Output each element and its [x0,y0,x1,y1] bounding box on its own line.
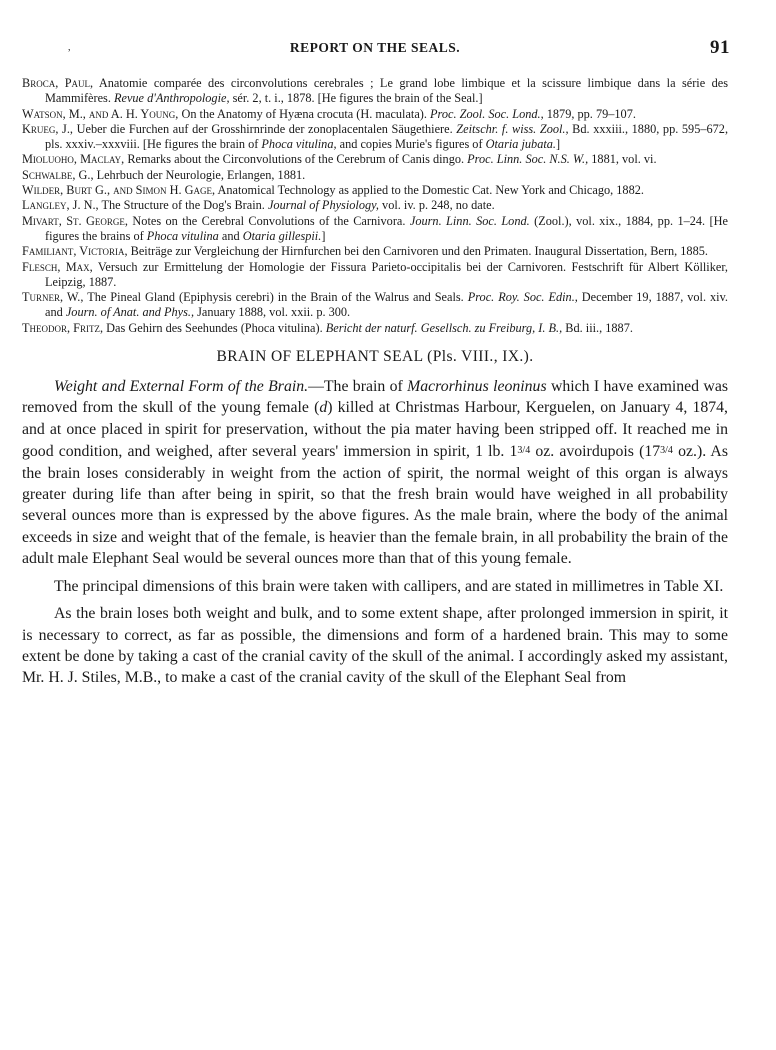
italic-text: Proc. Roy. Soc. Edin., [467,290,578,305]
reference-author: Watson, M., and A. H. Young, [22,106,179,121]
text-run: Beiträge zur Vergleichung der Hirnfurchen bei den Carnivoren und den Primaten. Inaugural Dissertation, Bern, 1885. [127,244,708,259]
italic-text: Proc. Zool. Soc. Lond., [430,106,544,121]
reference-author: Wilder, Burt G., and Simon H. Gage, [22,183,216,198]
reference-author: Krueg, J., [22,121,73,136]
reference-entry [22,122,728,153]
text-run: Ueber die Furchen auf der Grosshirnrinde der zonoplacentalen Säugethiere. [73,121,457,136]
italic-text: Macrorhinus leoninus [407,378,547,396]
reference-entry [22,214,728,245]
text-run: ) killed at Christmas Harbour, Kerguelen, on January 4, 1874, and at once placed in spirit for preservation, without the pia mater having been stripped off. It reached me in good condition, and weighed, after several years' immersion in spirit, 1 lb. 1 [22,399,728,461]
italic-text: d [319,399,328,417]
page-number: 91 [710,37,730,58]
italic-text: Revue d'Anthropologie, [113,91,230,106]
text-run: January 1888, vol. xxii. p. 300. [194,305,351,320]
text-run: Lehrbuch der Neurologie, Erlangen, 1881. [93,167,306,182]
italic-text: Proc. Linn. Soc. N.S. W., [467,152,589,167]
reference-entry [22,290,728,321]
section-title: BRAIN OF ELEPHANT SEAL (Pls. VIII., IX.). [216,348,534,366]
text-run: December 19, 1887, vol. xiv. and [45,290,728,320]
reference-entry [22,321,728,336]
reference-author: Flesch, Max, [22,259,93,274]
reference-author: Theodor, Fritz, [22,320,104,335]
italic-text: Otaria gillespii. [242,228,322,243]
text-run: ] [321,228,326,243]
text-run: Remarks about the Circonvolutions of the Cerebrum of Canis dingo. [124,152,468,167]
text-run: vol. iv. p. 248, no date. [378,198,495,213]
text-run: Bd. iii., 1887. [562,320,633,335]
reference-list [22,76,728,336]
italic-text: Journ. Linn. Soc. Lond. [409,213,530,228]
running-header [22,38,728,62]
text-run: oz.). As the brain loses considerably in weight from the action of spirit, the normal weight of this organ is always greater during life than after being in spirit, so that the fresh brain would have weighed in all probability several ounces more than is expressed by the above figures. As the male brain, where the body of the animal exceeds in size and weight that of the female, is heavier than the female brain, in all probability the brain of the adult male Elephant Seal would be several ounces more than that of this young female. [22,443,728,568]
italic-text: Phoca vitulina, [261,137,337,152]
running-title: REPORT ON THE SEALS. [289,40,461,55]
italic-text: Phoca vitulina [146,228,219,243]
text-run: 1879, pp. 79–107. [543,106,636,121]
reference-entry [22,260,728,291]
reference-author: Broca, Paul, [22,76,94,90]
text-run: Bd. xxxiii., 1880, pp. 595–672, pls. xxxiv.–xxxviii. [He figures the brain of [45,121,729,152]
paragraph [22,603,728,689]
reference-entry [22,107,728,122]
text-run: As the brain loses both weight and bulk, and to some extent shape, after prolonged immersion in spirit, it is necessary to correct, as far as possible, the dimensions and form of a hardened brain. This may to some extent be done by taking a cast of the cranial cavity of the skull of the animal. I accordingly asked my assistant, Mr. H. J. Stiles, M.B., to make a cast of the cranial cavity of the skull of the Elephant Seal from [22,605,728,687]
header-mark: , [68,42,71,53]
text-run: and [218,228,243,243]
text-run: sér. 2, t. i., 1878. [He figures the brain of the Seal.] [229,91,483,106]
italic-text: Journal of Physiology, [267,198,379,213]
text-run: Das Gehirn des Seehundes (Phoca vitulina). [103,320,326,335]
text-run: Notes on the Cerebral Convolutions of the Carnivora. [128,213,410,228]
italic-text: Bericht der naturf. Gesellsch. zu Freiburg, I. B., [325,320,563,335]
italic-text: Zeitschr. f. wiss. Zool., [456,121,569,136]
reference-author: Langley, J. N., [22,198,99,213]
text-run: Anatomical Technology as applied to the Domestic Cat. New York and Chicago, 1882. [215,183,644,198]
text-run: which I have examined was removed from the skull of the young female ( [22,378,728,417]
fraction: 3/4 [660,445,673,457]
text-run: Anatomie comparée des circonvolutions cerebrales ; Le grand lobe limbique et la scissure limbique dans la série des Mammifères. [45,76,729,106]
reference-author: Schwalbe, G., [22,167,94,182]
reference-entry [22,168,728,183]
reference-entry [22,183,728,198]
reference-author: Mioluoho, Maclay, [22,152,125,167]
italic-text: Otaria jubata. [485,137,556,152]
body-text [22,376,728,689]
reference-author: Mivart, St. George, [22,213,128,228]
fraction: 3/4 [517,445,531,457]
reference-entry [22,198,728,213]
reference-entry [22,76,728,107]
paragraph [22,376,728,570]
text-run: —The brain of [308,378,408,396]
text-run: 1881, vol. vi. [588,152,657,167]
reference-author: Turner, W., [22,290,84,305]
text-run: (Zool.), vol. xix., 1884, pp. 1–24. [He figures the brains of [45,213,728,243]
text-run: The Structure of the Dog's Brain. [98,198,268,213]
reference-entry [22,244,728,259]
text-run: On the Anatomy of Hyæna crocuta (H. maculata). [178,106,431,121]
text-run: and copies Murie's figures of [336,137,486,152]
italic-text: Weight and External Form of the Brain. [54,378,309,396]
text-run: oz. avoirdupois (17 [530,443,661,461]
reference-author: Familiant, Victoria, [22,244,128,259]
italic-text: Journ. of Anat. and Phys., [65,305,195,320]
text-run: The principal dimensions of this brain were taken with callipers, and are stated in millimetres in Table XI. [54,577,724,595]
reference-entry [22,152,728,167]
page [22,38,728,695]
paragraph [22,576,728,597]
text-run: ] [556,137,561,152]
text-run: The Pineal Gland (Epiphysis cerebri) in the Brain of the Walrus and Seals. [83,290,468,305]
text-run: Versuch zur Ermittelung der Homologie der Fissura Parieto-occipitalis bei der Carnivoren. Festschrift für Albert Kölliker, Leipzig, 1887. [45,259,728,289]
